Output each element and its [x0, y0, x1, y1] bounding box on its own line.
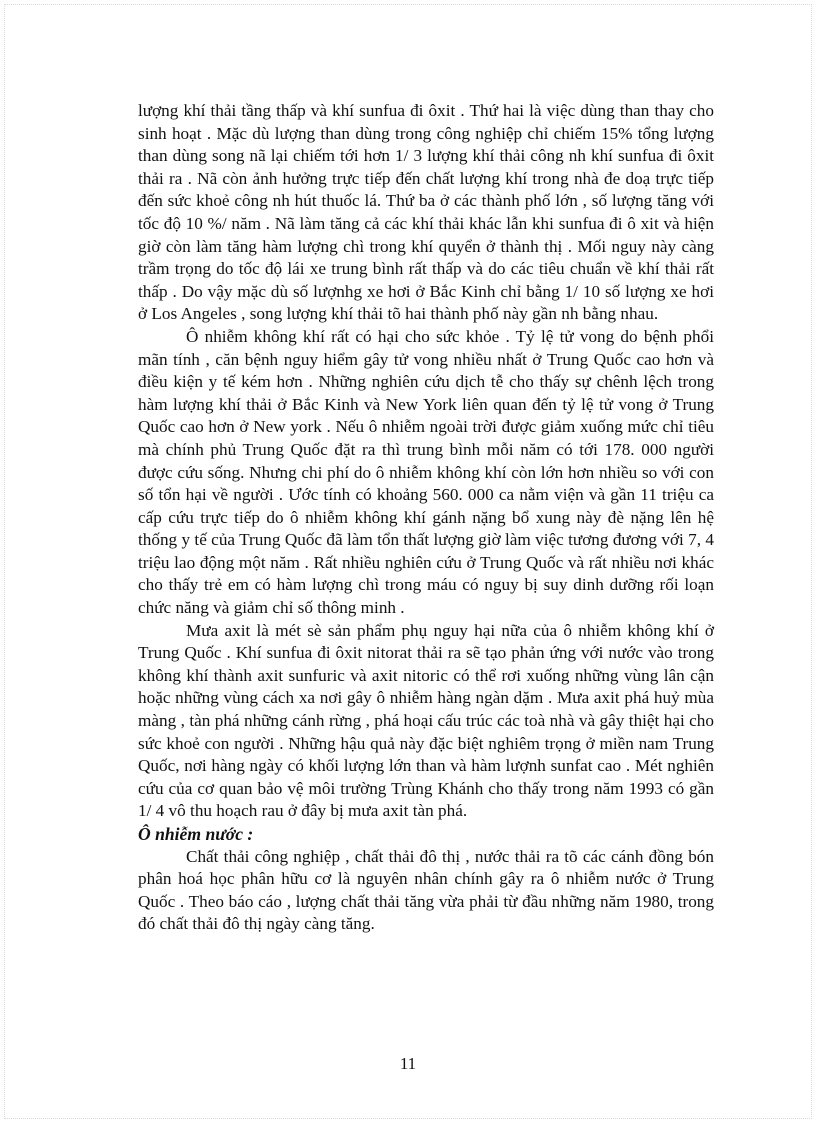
page-number: 11	[399, 1054, 417, 1073]
paragraph-3: Mưa axit là mét sè sản phẩm phụ nguy hại nữa của ô nhiễm không khí ở Trung Quốc . Khí sunfua đi ôxit nitorat thải ra sẽ tạo phản ứng với nước vào trong không khí thành axit sunfuric và axit nitoric có thể rơi xuống những vùng lân cận hoặc những vùng cách xa nơi gây ô nhiễm hàng ngàn dặm . Mưa axit phá huỷ mùa màng , tàn phá những cánh rừng , phá hoại cấu trúc các toà nhà và gây thiệt hại cho sức khoẻ con người . Những hậu quả này đặc biệt nghiêm trọng ở miền nam Trung Quốc, nơi hàng ngày có khối lượng lớn than và hàm lượnh sunfat cao . Mét nghiên cứu của cơ quan bảo vệ môi trường Trùng Khánh cho thấy trong năm 1993 có gần 1/ 4 vô thu hoạch rau ở đây bị mưa axit tàn phá.	[138, 620, 714, 821]
paragraph-1: lượng khí thải tầng thấp và khí sunfua đi ôxit . Thứ hai là việc dùng than thay cho sinh hoạt . Mặc dù lượng than dùng trong công nghiệp chỉ chiếm 15% tổng lượng than dùng song nã lại chiếm tới hơn 1/ 3 lượng khí thải công nh khí sunfua đi ôxit thải ra . Nã còn ảnh hưởng trực tiếp đến chất lượng khí trong nhà đe doạ trực tiếp đến sức khoẻ công nh hút thuốc lá. Thứ ba ở các thành phố lớn , số lượng tăng với tốc độ 10 %/ năm . Nã làm tăng cả các khí thải khác lẫn khi sunfua đi ô xit và hiện giờ còn làm tăng hàm lượng chì trong khí quyển ở thành thị . Mối nguy này càng trầm trọng do tốc độ lái xe trung bình rất thấp và do các tiêu chuẩn về khí thải rất thấp . Do vậy mặc dù số lượnhg xe hơi ở Bắc Kinh chỉ bằng 1/ 10 số lượng xe hơi ở Los Angeles , song lượng khí thải tõ hai thành phố này gần nh bằng nhau.	[138, 101, 714, 324]
section-heading: Ô nhiễm nước :	[138, 824, 254, 844]
paragraph-4: Chất thải công nghiệp , chất thải đô thị , nước thải ra tõ các cánh đồng bón phân hoá học phân hữu cơ là nguyên nhân chính gây ra ô nhiễm nước ở Trung Quốc . Theo báo cáo , lượng chất thải tăng vừa phải từ đầu những năm 1980, trong đó chất thải đô thị ngày càng tăng.	[138, 846, 714, 934]
document-body	[138, 100, 714, 936]
paragraph-2: Ô nhiễm không khí rất có hại cho sức khỏe . Tỷ lệ tử vong do bệnh phổi mãn tính , căn bệnh nguy hiểm gây tử vong nhiều nhất ở Trung Quốc cao hơn và điều kiện y tế kém hơn . Những nghiên cứu dịch tễ cho thấy sự chênh lệch trong hàm lượng khí thải ở Bắc Kinh và New York liên quan đến tỷ lệ tử vong ở Trung Quốc cao hơn ở New york . Nếu ô nhiễm ngoài trời được giảm xuống mức chỉ tiêu mà chính phủ Trung Quốc đặt ra thì trung bình mỗi năm có tới 178. 000 người được cứu sống. Nhưng chi phí do ô nhiễm không khí còn lớn hơn nhiều so với con số tổn hại về người . Ước tính có khoảng 560. 000 ca nằm viện và gần 11 triệu ca cấp cứu trực tiếp do ô nhiễm không khí gánh nặng bổ xung này đè nặng lên hệ thống y tế của Trung Quốc đã làm tổn thất lượng giờ làm việc tương đương với 7, 4 triệu lao động một năm . Rất nhiều nghiên cứu ở Trung Quốc và rất nhiều nơi khác cho thấy trẻ em có hàm lượng chì trong máu có nguy bị suy dinh dưỡng rối loạn chức năng và giảm chỉ số thông minh .	[138, 326, 714, 618]
